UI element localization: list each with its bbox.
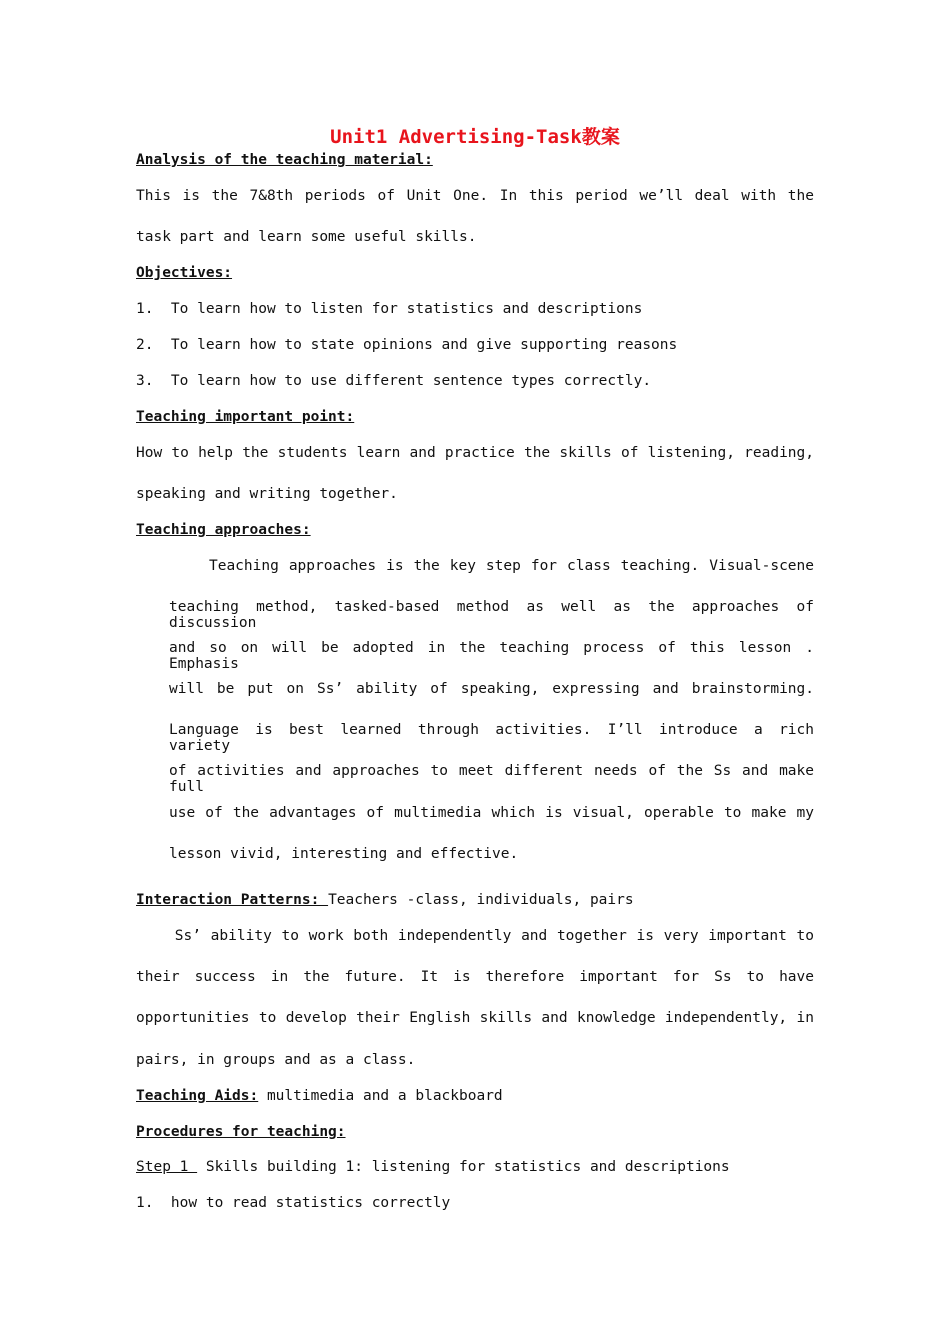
interaction-value: Teachers -class, individuals, pairs [328, 892, 634, 908]
aids-value: multimedia and a blackboard [258, 1088, 503, 1104]
interaction-line-3: opportunities to develop their English skills and knowledge independently, in [136, 1010, 814, 1026]
procedure-item-1: 1. how to read statistics correctly [136, 1195, 451, 1211]
approaches-line-2: teaching method, tasked-based method as well as the approaches of discussion [169, 599, 814, 631]
approaches-line-6: of activities and approaches to meet different needs of the Ss and make full [169, 763, 814, 795]
interaction-line-4: pairs, in groups and as a class. [136, 1052, 416, 1068]
analysis-line-2: task part and learn some useful skills. [136, 229, 477, 245]
analysis-line-1: This is the 7&8th periods of Unit One. In this period we’ll deal with the [136, 188, 814, 204]
objectives-heading: Objectives: [136, 265, 233, 281]
important-point-line-1: How to help the students learn and practice the skills of listening, reading, [136, 445, 814, 461]
step-label: Step 1 [136, 1159, 198, 1175]
important-point-line-2: speaking and writing together. [136, 486, 398, 502]
approaches-line-1: Teaching approaches is the key step for class teaching. Visual-scene [169, 558, 814, 574]
approaches-line-4: will be put on Ss’ ability of speaking, expressing and brainstorming. [169, 681, 814, 697]
important-point-heading: Teaching important point: [136, 409, 355, 425]
objective-item-3: 3. To learn how to use different sentence types correctly. [136, 373, 652, 389]
approaches-line-5: Language is best learned through activities. I’ll introduce a rich variety [169, 722, 814, 754]
step-row [136, 1159, 814, 1175]
approaches-heading: Teaching approaches: [136, 522, 311, 538]
document-title: Unit1 Advertising-Task教案 [330, 126, 620, 148]
procedures-heading: Procedures for teaching: [136, 1124, 346, 1140]
objective-item-1: 1. To learn how to listen for statistics and descriptions [136, 301, 643, 317]
aids-row [136, 1088, 814, 1104]
step-text: Skills building 1: listening for statistics and descriptions [197, 1159, 730, 1175]
aids-heading: Teaching Aids: [136, 1088, 259, 1104]
approaches-line-3: and so on will be adopted in the teaching process of this lesson . Emphasis [169, 640, 814, 672]
analysis-heading: Analysis of the teaching material: [136, 152, 433, 168]
approaches-line-8: lesson vivid, interesting and effective. [169, 846, 519, 862]
interaction-row [136, 892, 814, 908]
interaction-heading: Interaction Patterns: [136, 892, 329, 908]
approaches-line-7: use of the advantages of multimedia which is visual, operable to make my [169, 805, 814, 821]
objective-item-2: 2. To learn how to state opinions and give supporting reasons [136, 337, 678, 353]
interaction-line-2: their success in the future. It is therefore important for Ss to have [136, 969, 814, 985]
interaction-line-1: Ss’ ability to work both independently and together is very important to [136, 928, 814, 944]
